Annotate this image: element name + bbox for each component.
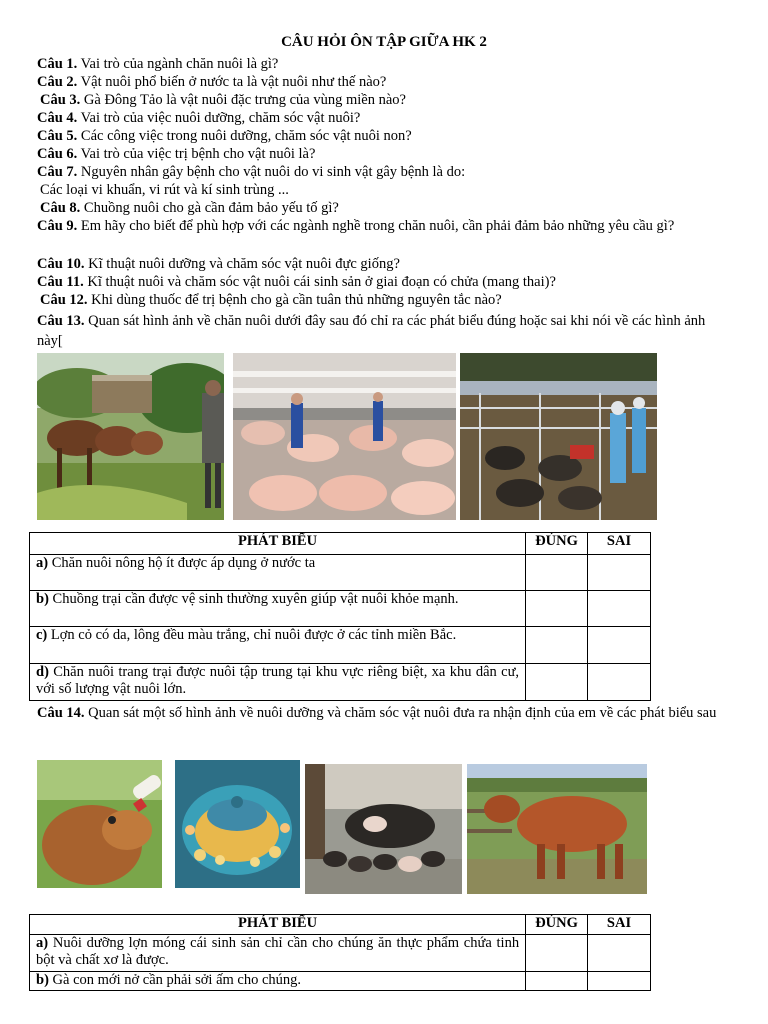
photo-cattle-grazing [37,353,224,520]
header-statement: PHÁT BIỂU [30,533,526,555]
question-7-answer: Các loại vi khuẩn, vi rút và kí sinh trùng ... [40,182,289,198]
question-6: Câu 6. Vai trò của việc trị bệnh cho vật nuôi là? [37,146,316,162]
photo-calf-bottle-feeding [37,760,162,888]
statement-a: a) Chăn nuôi nông hộ ít được áp dụng ở nước ta [30,555,526,591]
answer-false-cell[interactable] [588,972,651,991]
question-2: Câu 2. Vật nuôi phổ biến ở nước ta là vật nuôi như thế nào? [37,74,387,90]
statement-a: a) Nuôi dưỡng lợn móng cái sinh sản chỉ cần cho chúng ăn thực phẩm chứa tinh bột và chất xơ là được. [30,935,526,972]
question-1: Câu 1. Vai trò của ngành chăn nuôi là gì? [37,56,279,72]
photo-brown-bull [467,764,647,894]
answer-false-cell[interactable] [588,664,651,701]
answer-true-cell[interactable] [526,627,588,664]
answer-false-cell[interactable] [588,627,651,664]
answer-false-cell[interactable] [588,555,651,591]
question-9: Câu 9. Em hãy cho biết để phù hợp với các ngành nghề trong chăn nuôi, cần phải đảm bảo những yêu cầu gì? [37,218,675,234]
statement-c: c) Lợn cỏ có da, lông đều màu trắng, chỉ nuôi được ở các tỉnh miền Bắc. [30,627,526,664]
table-row [30,664,651,701]
answer-false-cell[interactable] [588,935,651,972]
photo-sow-piglets [305,764,462,894]
question-5: Câu 5. Các công việc trong nuôi dưỡng, chăm sóc vật nuôi non? [37,128,412,144]
statement-b: b) Chuồng trại cần được vệ sinh thường xuyên giúp vật nuôi khỏe mạnh. [30,591,526,627]
table-row [30,555,651,591]
header-false: SAI [588,915,651,935]
question-10: Câu 10. Kĩ thuật nuôi dưỡng và chăm sóc vật nuôi đực giống? [37,256,400,272]
page-title: CÂU HỎI ÔN TẬP GIỮA HK 2 [281,34,487,50]
question-3: Câu 3. Gà Đông Tảo là vật nuôi đặc trưng của vùng miền nào? [40,92,406,108]
answer-true-cell[interactable] [526,935,588,972]
question-14: Câu 14. Quan sát một số hình ảnh về nuôi dưỡng và chăm sóc vật nuôi đưa ra nhận định của em về các phát biểu sau [37,705,717,721]
statement-b: b) Gà con mới nở cần phải sởi ấm cho chúng. [30,972,526,991]
statement-table-2 [29,914,651,991]
statement-d: d) Chăn nuôi trang trại được nuôi tập trung tại khu vực riêng biệt, xa khu dân cư, với số lượng vật nuôi lớn. [30,664,526,701]
table-row [30,972,651,991]
header-false: SAI [588,533,651,555]
statement-table-1 [29,532,651,701]
table-row [30,591,651,627]
answer-true-cell[interactable] [526,972,588,991]
question-4: Câu 4. Vai trò của việc nuôi dưỡng, chăm sóc vật nuôi? [37,110,361,126]
question-11: Câu 11. Kĩ thuật nuôi và chăm sóc vật nuôi cái sinh sản ở giai đoạn có chửa (mang thai)? [37,274,556,290]
answer-true-cell[interactable] [526,664,588,701]
table-row [30,935,651,972]
header-true: ĐÚNG [526,533,588,555]
table-row [30,627,651,664]
question-13: Câu 13. Quan sát hình ảnh về chăn nuôi dưới đây sau đó chỉ ra các phát biểu đúng hoặc sai khi nói về các hình ảnh này[ [37,313,706,349]
photo-chicks-feeder [175,760,300,888]
header-true: ĐÚNG [526,915,588,935]
answer-false-cell[interactable] [588,591,651,627]
photo-livestock-enclosure [460,353,657,520]
answer-true-cell[interactable] [526,555,588,591]
question-8: Câu 8. Chuồng nuôi cho gà cần đảm bảo yếu tố gì? [40,200,339,216]
photo-pig-farm [233,353,456,520]
question-12: Câu 12. Khi dùng thuốc để trị bệnh cho gà cần tuân thủ những nguyên tắc nào? [40,292,502,308]
answer-true-cell[interactable] [526,591,588,627]
header-statement: PHÁT BIỂU [30,915,526,935]
question-7: Câu 7. Nguyên nhân gây bệnh cho vật nuôi do vi sinh vật gây bệnh là do: [37,164,466,180]
